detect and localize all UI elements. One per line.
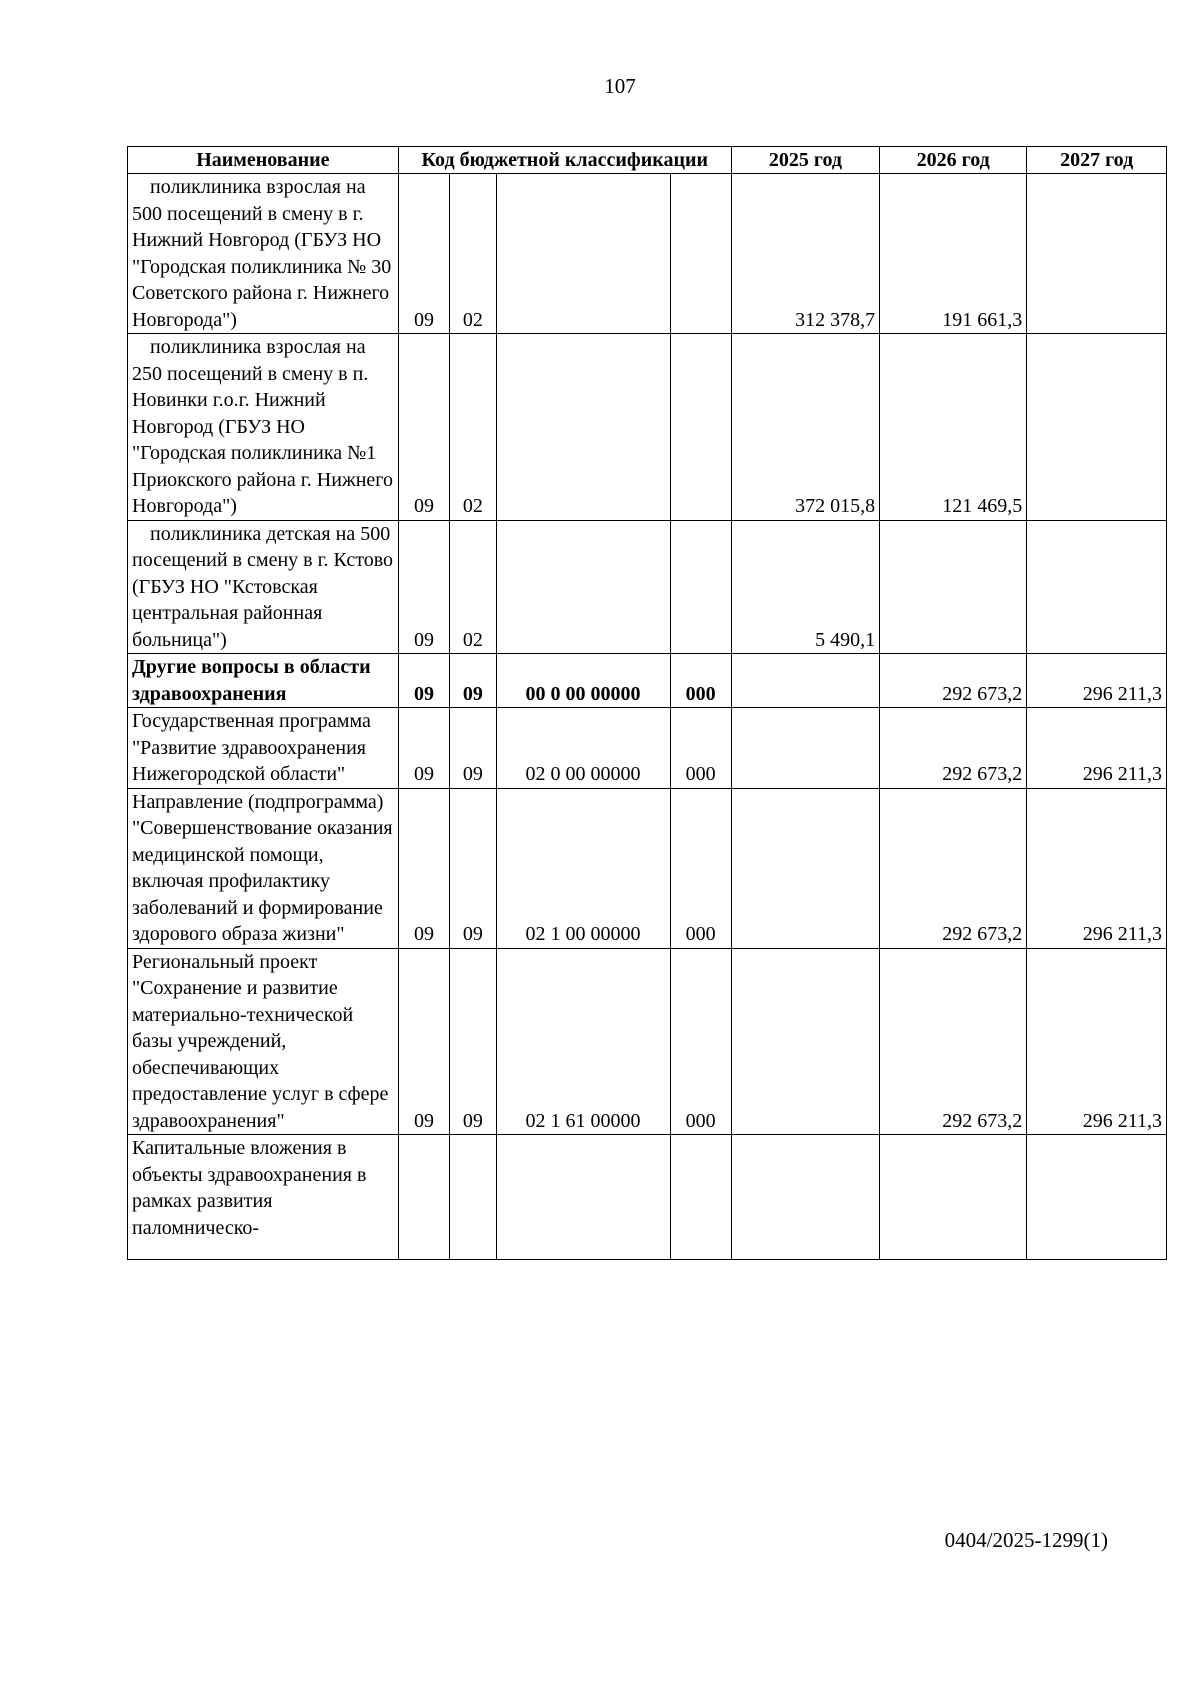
row-csr: 02 0 00 00000 bbox=[496, 708, 670, 789]
row-vr: 000 bbox=[670, 654, 731, 708]
row-2026: 292 673,2 bbox=[880, 788, 1027, 948]
table-row bbox=[128, 654, 1167, 708]
page-number: 107 bbox=[604, 74, 636, 98]
table-row bbox=[128, 334, 1167, 521]
header-2026: 2026 год bbox=[880, 147, 1027, 174]
row-rz: 09 bbox=[398, 520, 450, 654]
header-2027: 2027 год bbox=[1027, 147, 1167, 174]
row-csr bbox=[496, 334, 670, 521]
row-name: Направление (подпрограмма) "Совершенствование оказания медицинской помощи, включая профилактику заболеваний и формирование здорового образа жизни" bbox=[128, 788, 399, 948]
row-2027: 296 211,3 bbox=[1027, 788, 1167, 948]
row-vr: 000 bbox=[670, 788, 731, 948]
row-name: Другие вопросы в области здравоохранения bbox=[128, 654, 399, 708]
row-name: Региональный проект "Сохранение и развитие материально-технической базы учреждений, обеспечивающих предоставление услуг в сфере здравоохранения" bbox=[128, 948, 399, 1135]
row-name: поликлиника детская на 500 посещений в смену в г. Кстово (ГБУЗ НО "Кстовская центральная районная больница") bbox=[128, 520, 399, 654]
table-row bbox=[128, 708, 1167, 789]
row-rz: 09 bbox=[398, 334, 450, 521]
row-2026: 292 673,2 bbox=[880, 948, 1027, 1135]
row-name: Капитальные вложения в объекты здравоохранения в рамках развития паломническо- bbox=[128, 1135, 399, 1260]
table-row bbox=[128, 788, 1167, 948]
row-csr bbox=[496, 174, 670, 334]
table-row bbox=[128, 174, 1167, 334]
row-2027: 296 211,3 bbox=[1027, 948, 1167, 1135]
header-2025: 2025 год bbox=[731, 147, 879, 174]
row-2026: 292 673,2 bbox=[880, 708, 1027, 789]
row-csr: 00 0 00 00000 bbox=[496, 654, 670, 708]
header-name: Наименование bbox=[128, 147, 399, 174]
row-2025: 5 490,1 bbox=[731, 520, 879, 654]
row-rz: 09 bbox=[398, 708, 450, 789]
row-rz: 09 bbox=[398, 948, 450, 1135]
row-2025: 372 015,8 bbox=[731, 334, 879, 521]
row-csr: 02 1 61 00000 bbox=[496, 948, 670, 1135]
row-2027 bbox=[1027, 520, 1167, 654]
row-2027 bbox=[1027, 1135, 1167, 1260]
row-vr: 000 bbox=[670, 948, 731, 1135]
row-pr: 02 bbox=[450, 520, 496, 654]
table-row bbox=[128, 948, 1167, 1135]
row-2025: 312 378,7 bbox=[731, 174, 879, 334]
budget-table bbox=[127, 146, 1167, 1260]
row-pr bbox=[450, 1135, 496, 1260]
row-2025 bbox=[731, 1135, 879, 1260]
row-rz bbox=[398, 1135, 450, 1260]
row-2026 bbox=[880, 1135, 1027, 1260]
row-pr: 09 bbox=[450, 788, 496, 948]
row-pr: 09 bbox=[450, 654, 496, 708]
row-vr bbox=[670, 174, 731, 334]
row-2027: 296 211,3 bbox=[1027, 708, 1167, 789]
row-pr: 09 bbox=[450, 948, 496, 1135]
row-csr bbox=[496, 520, 670, 654]
row-pr: 02 bbox=[450, 174, 496, 334]
row-rz: 09 bbox=[398, 788, 450, 948]
row-2026: 191 661,3 bbox=[880, 174, 1027, 334]
row-name: поликлиника взрослая на 250 посещений в смену в п. Новинки г.о.г. Нижний Новгород (ГБУЗ НО "Городская поликлиника №1 Приокского района г. Нижнего Новгорода") bbox=[128, 334, 399, 521]
row-vr: 000 bbox=[670, 708, 731, 789]
table-header-row bbox=[128, 147, 1167, 174]
header-code: Код бюджетной классификации bbox=[398, 147, 731, 174]
row-pr: 02 bbox=[450, 334, 496, 521]
row-2027 bbox=[1027, 334, 1167, 521]
row-2027 bbox=[1027, 174, 1167, 334]
row-2025 bbox=[731, 708, 879, 789]
row-2027: 296 211,3 bbox=[1027, 654, 1167, 708]
row-2026 bbox=[880, 520, 1027, 654]
table-row bbox=[128, 1135, 1167, 1260]
row-rz: 09 bbox=[398, 654, 450, 708]
row-csr bbox=[496, 1135, 670, 1260]
row-2026: 121 469,5 bbox=[880, 334, 1027, 521]
row-vr bbox=[670, 1135, 731, 1260]
row-2025 bbox=[731, 948, 879, 1135]
row-pr: 09 bbox=[450, 708, 496, 789]
row-csr: 02 1 00 00000 bbox=[496, 788, 670, 948]
row-rz: 09 bbox=[398, 174, 450, 334]
row-2026: 292 673,2 bbox=[880, 654, 1027, 708]
row-2025 bbox=[731, 788, 879, 948]
row-vr bbox=[670, 520, 731, 654]
row-vr bbox=[670, 334, 731, 521]
document-code: 0404/2025-1299(1) bbox=[944, 1528, 1108, 1552]
row-name: Государственная программа "Развитие здравоохранения Нижегородской области" bbox=[128, 708, 399, 789]
row-name: поликлиника взрослая на 500 посещений в смену в г. Нижний Новгород (ГБУЗ НО "Городская поликлиника № 30 Советского района г. Нижнего Новгорода") bbox=[128, 174, 399, 334]
row-2025 bbox=[731, 654, 879, 708]
table-row bbox=[128, 520, 1167, 654]
